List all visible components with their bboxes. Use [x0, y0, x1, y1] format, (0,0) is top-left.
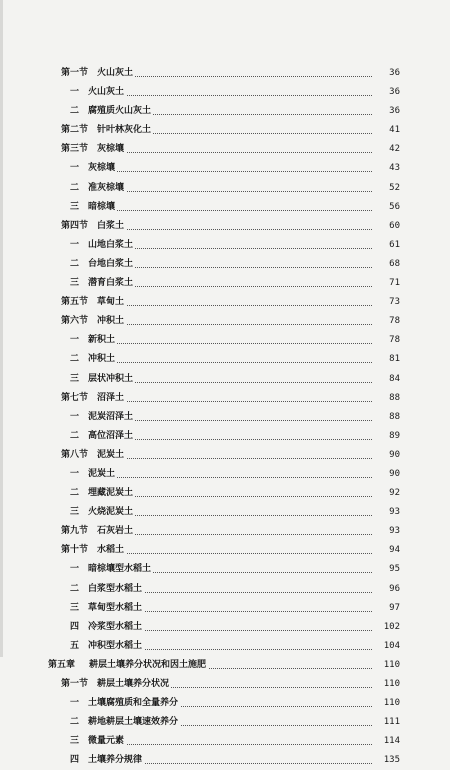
entry-number: 二 [70, 106, 80, 117]
dot-leader [100, 553, 372, 554]
dot-leader [100, 324, 372, 325]
dot-leader [100, 477, 372, 478]
entry-page-number: 36 [389, 106, 400, 117]
entry-title: 高位沼泽土 [88, 427, 135, 446]
entry-number: 三 [70, 278, 80, 289]
entry-number: 二 [70, 258, 80, 269]
entry-title: 新积土 [88, 331, 117, 350]
toc-entry [0, 522, 450, 541]
entry-number: 第五章 [48, 659, 76, 670]
dot-leader [100, 515, 372, 516]
entry-number: 第四节 [61, 220, 89, 231]
entry-page-number: 89 [389, 430, 400, 441]
entry-number: 第六节 [61, 316, 89, 327]
entry-title: 耕层土壤养分状况 [97, 675, 171, 694]
entry-title: 水稻土 [97, 541, 126, 560]
toc-entry [0, 102, 450, 121]
dot-leader [100, 210, 372, 211]
dot-leader [100, 534, 372, 535]
toc-entry [0, 159, 450, 178]
toc-entry [0, 484, 450, 503]
entry-page-number: 71 [389, 278, 400, 289]
entry-title: 火山灰土 [88, 83, 126, 102]
entry-number: 三 [70, 373, 80, 384]
entry-page-number: 68 [389, 258, 400, 269]
dot-leader [100, 305, 372, 306]
entry-number: 四 [70, 621, 80, 632]
toc-entry [0, 713, 450, 732]
toc-entry [0, 732, 450, 751]
entry-title: 白浆型水稻土 [88, 580, 144, 599]
entry-page-number: 92 [389, 488, 400, 499]
entry-title: 暗棕壤型水稻土 [88, 560, 153, 579]
dot-leader [100, 744, 372, 745]
dot-leader [100, 496, 372, 497]
dot-leader [100, 95, 372, 96]
dot-leader [100, 152, 372, 153]
entry-number: 二 [70, 354, 80, 365]
entry-page-number: 88 [389, 411, 400, 422]
entry-number: 三 [70, 602, 80, 613]
entry-number: 一 [70, 411, 80, 422]
entry-number: 一 [70, 163, 80, 174]
entry-page-number: 60 [389, 220, 400, 231]
entry-page-number: 84 [389, 373, 400, 384]
entry-title: 泥炭土 [97, 446, 126, 465]
entry-title: 准灰棕壤 [88, 179, 126, 198]
toc-entry [0, 389, 450, 408]
entry-title: 冲积型水稻土 [88, 637, 144, 656]
toc-entry [0, 198, 450, 217]
entry-title: 冲积土 [88, 350, 117, 369]
toc-entry [0, 599, 450, 618]
entry-page-number: 43 [389, 163, 400, 174]
entry-title: 沼泽土 [97, 389, 126, 408]
dot-leader [100, 229, 372, 230]
entry-page-number: 61 [389, 239, 400, 250]
entry-page-number: 135 [383, 755, 400, 766]
dot-leader [100, 458, 372, 459]
toc-entry [0, 751, 450, 770]
toc-entry [0, 465, 450, 484]
toc-entry [0, 675, 450, 694]
entry-number: 第二节 [61, 125, 89, 136]
entry-title: 白浆土 [97, 217, 126, 236]
entry-number: 一 [70, 239, 80, 250]
entry-page-number: 102 [383, 621, 400, 632]
entry-page-number: 93 [389, 507, 400, 518]
toc-entry [0, 618, 450, 637]
entry-number: 一 [70, 87, 80, 98]
entry-number: 第五节 [61, 297, 89, 308]
entry-page-number: 95 [389, 564, 400, 575]
entry-title: 耕地耕层土壤速效养分 [88, 713, 180, 732]
toc-entry [0, 83, 450, 102]
entry-title: 泥炭土 [88, 465, 117, 484]
toc-entry [0, 446, 450, 465]
toc-entry [0, 656, 450, 675]
entry-number: 第八节 [61, 449, 89, 460]
toc-entry [0, 255, 450, 274]
dot-leader [100, 439, 372, 440]
entry-title: 石灰岩土 [97, 522, 135, 541]
entry-number: 四 [70, 755, 80, 766]
entry-title: 冲积土 [97, 312, 126, 331]
toc-entry [0, 580, 450, 599]
toc-entry [0, 350, 450, 369]
entry-title: 层状冲积土 [88, 370, 135, 389]
dot-leader [100, 362, 372, 363]
entry-number: 第一节 [61, 68, 89, 78]
toc-entry [0, 179, 450, 198]
entry-title: 草甸土 [97, 293, 126, 312]
dot-leader [100, 267, 372, 268]
entry-title: 草甸型水稻土 [88, 599, 144, 618]
dot-leader [100, 286, 372, 287]
dot-leader [100, 171, 372, 172]
entry-page-number: 78 [389, 316, 400, 327]
entry-page-number: 90 [389, 449, 400, 460]
toc-entry [0, 408, 450, 427]
entry-number: 一 [70, 468, 80, 479]
dot-leader [100, 76, 372, 77]
entry-number: 第三节 [61, 144, 89, 155]
entry-number: 第九节 [61, 526, 89, 537]
toc-entry [0, 541, 450, 560]
entry-title: 耕层土壤养分状况和因土施肥 [89, 656, 208, 675]
toc-entry [0, 331, 450, 350]
dot-leader [100, 420, 372, 421]
entry-title: 山地白浆土 [88, 236, 135, 255]
entry-title: 灰棕壤 [88, 159, 117, 178]
entry-number: 第一节 [61, 679, 89, 689]
entry-page-number: 110 [383, 659, 400, 670]
entry-number: 二 [70, 717, 80, 728]
dot-leader [100, 248, 372, 249]
toc-entry [0, 427, 450, 446]
toc-entry [0, 503, 450, 522]
entry-page-number: 78 [389, 335, 400, 346]
entry-title: 土壤腐殖质和全量养分 [88, 694, 180, 713]
toc-entry [0, 121, 450, 140]
entry-page-number: 36 [389, 87, 400, 98]
entry-title: 冷浆型水稻土 [88, 618, 144, 637]
entry-title: 暗棕壤 [88, 198, 117, 217]
entry-number: 三 [70, 736, 80, 747]
entry-page-number: 93 [389, 526, 400, 537]
dot-leader [100, 191, 372, 192]
entry-page-number: 41 [389, 125, 400, 136]
toc-entry [0, 64, 450, 83]
entry-number: 一 [70, 335, 80, 346]
entry-title: 火山灰土 [97, 64, 135, 83]
toc-entry [0, 217, 450, 236]
entry-page-number: 111 [383, 717, 400, 728]
toc-entry [0, 274, 450, 293]
entry-page-number: 56 [389, 201, 400, 212]
entry-page-number: 88 [389, 392, 400, 403]
dot-leader [100, 401, 372, 402]
entry-page-number: 81 [389, 354, 400, 365]
entry-number: 二 [70, 182, 80, 193]
entry-title: 腐殖质火山灰土 [88, 102, 153, 121]
toc-entry [0, 694, 450, 713]
entry-page-number: 36 [389, 68, 400, 78]
entry-title: 台地白浆土 [88, 255, 135, 274]
toc-entry [0, 236, 450, 255]
entry-title: 微量元素 [88, 732, 126, 751]
entry-title: 潜育白浆土 [88, 274, 135, 293]
entry-title: 泥炭沼泽土 [88, 408, 135, 427]
entry-title: 火烧泥炭土 [88, 503, 135, 522]
entry-page-number: 52 [389, 182, 400, 193]
entry-number: 二 [70, 488, 80, 499]
entry-page-number: 97 [389, 602, 400, 613]
entry-page-number: 110 [383, 679, 400, 689]
entry-number: 一 [70, 564, 80, 575]
entry-number: 三 [70, 507, 80, 518]
toc-entry [0, 560, 450, 579]
entry-number: 三 [70, 201, 80, 212]
entry-page-number: 114 [383, 736, 400, 747]
entry-title: 针叶林灰化土 [97, 121, 153, 140]
entry-page-number: 104 [383, 640, 400, 651]
entry-number: 二 [70, 430, 80, 441]
toc-entry [0, 140, 450, 159]
toc-entry [0, 312, 450, 331]
entry-page-number: 96 [389, 583, 400, 594]
entry-number: 第十节 [61, 545, 89, 556]
entry-page-number: 42 [389, 144, 400, 155]
entry-page-number: 73 [389, 297, 400, 308]
toc-entry [0, 293, 450, 312]
entry-title: 灰棕壤 [97, 140, 126, 159]
toc-entry [0, 637, 450, 656]
dot-leader [100, 382, 372, 383]
entry-number: 五 [70, 640, 80, 651]
entry-number: 一 [70, 698, 80, 709]
entry-page-number: 90 [389, 468, 400, 479]
entry-title: 埋藏泥炭土 [88, 484, 135, 503]
entry-number: 第七节 [61, 392, 89, 403]
dot-leader [100, 343, 372, 344]
entry-page-number: 94 [389, 545, 400, 556]
entry-title: 土壤养分规律 [88, 751, 144, 770]
toc-entry [0, 370, 450, 389]
entry-page-number: 110 [383, 698, 400, 709]
entry-number: 二 [70, 583, 80, 594]
table-of-contents [0, 64, 450, 770]
